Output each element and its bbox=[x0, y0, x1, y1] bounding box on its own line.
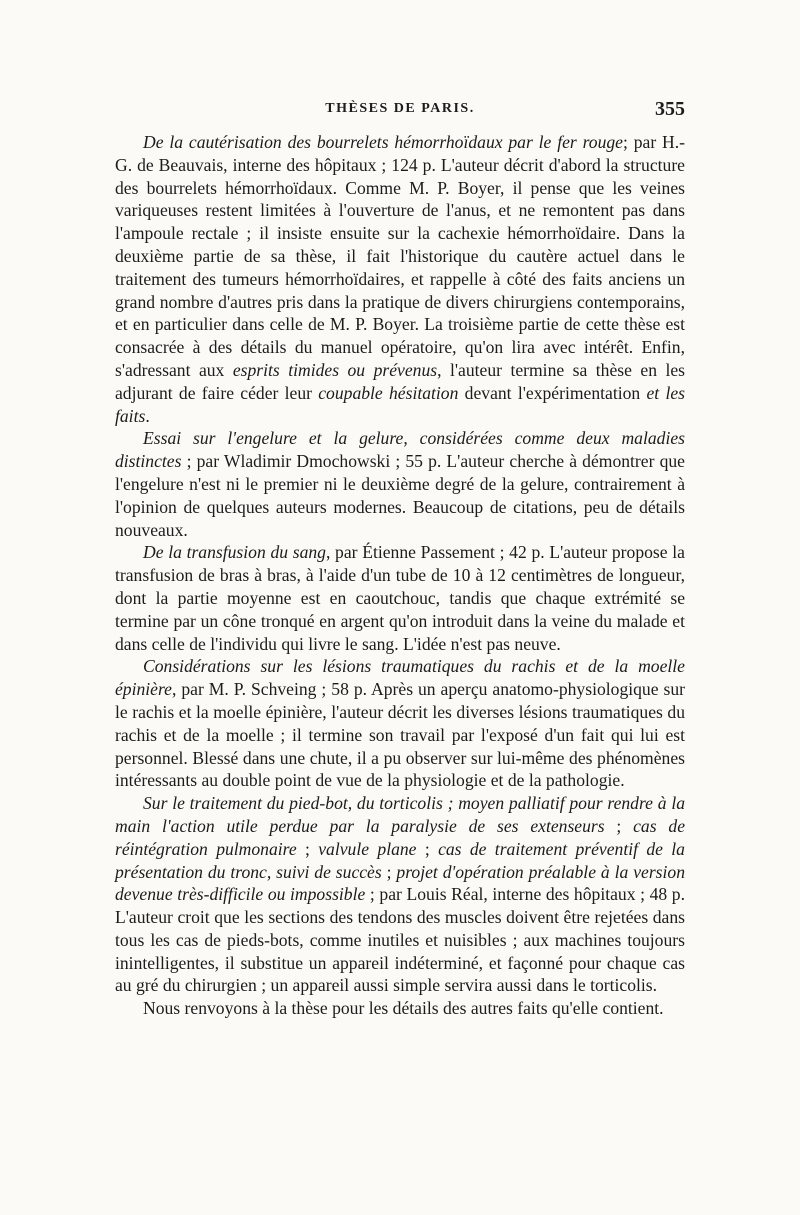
entry-text: Nous renvoyons à la thèse pour les détails des autres faits qu'elle contient. bbox=[143, 998, 664, 1019]
entry-title-text: Essai sur l'engelure et la gelure, considérées comme deux maladies distinctes bbox=[115, 428, 685, 472]
thesis-entry bbox=[115, 997, 685, 1020]
body-text bbox=[115, 131, 685, 1020]
entry-text: , par Étienne Passement ; 42 p. L'auteur propose la transfusion de bras à bras, à l'aide d'un tube de 10 à 12 centimètres de longueur, dont la partie moyenne est en caoutchouc, tandis que chaque extrémité se termine par un cône tronqué en argent qu'on introduit dans la veine du malade et dans celle de l'individu qui livre le sang. L'idée n'est pas neuve. bbox=[115, 542, 685, 654]
entry-text: ; par Louis Réal, interne des hôpitaux ; 48 p. L'auteur croit que les sections des tendons des muscles doivent être rejetées dans tous les cas de pieds-bots, comme inutiles et nuisibles ; aux machines toujours inintelligentes, il substitue un appareil indéterminé, et façonné pour chaque cas au gré du chirurgien ; un appareil aussi simple servira aussi dans le torticolis. bbox=[115, 884, 686, 996]
entry-text: ; bbox=[416, 838, 439, 859]
page-number: 355 bbox=[655, 98, 685, 120]
entry-title-text: Sur le traitement du pied-bot, du torticolis ; moyen palliatif pour rendre à la main l'action utile perdue par la paralysie de ses extenseurs bbox=[115, 793, 685, 836]
entry-text: , par M. P. Schveing ; 58 p. Après un aperçu anatomo-physiologique sur le rachis et la moelle épinière, l'auteur décrit les diverses lésions traumatiques du rachis et de la moelle ; il termine son travail par l'exposé d'un fait qui lui est personnel. Blessé dans une chute, il a pu observer sur lui-même des phénomènes intéressants au double point de vue de la physiologie et de la pathologie. bbox=[115, 679, 685, 791]
entry-title-text: esprits timides ou prévenus bbox=[232, 359, 438, 380]
thesis-entry bbox=[115, 427, 685, 541]
entry-title-text: cas de réintégration pulmonaire bbox=[115, 815, 685, 859]
thesis-entry bbox=[115, 792, 685, 997]
entry-title-text: cas de traitement préventif de la présentation du tronc, suivi de succès bbox=[115, 838, 685, 882]
entry-title-text: et les faits bbox=[115, 382, 685, 426]
thesis-entry bbox=[115, 541, 685, 655]
thesis-entry bbox=[115, 655, 685, 792]
entry-text: devant l'expérimentation bbox=[458, 382, 647, 403]
entry-text: ; par Wladimir Dmochowski ; 55 p. L'auteur cherche à démontrer que l'engelure n'est ni le premier ni le deuxième degré de la gelure, contrairement à l'opinion de quelques auteurs modernes. Beaucoup de citations, peu de détails nouveaux. bbox=[115, 451, 685, 540]
entry-title-text: coupable hésitation bbox=[318, 382, 459, 403]
entry-title-text: Considérations sur les lésions traumatiques du rachis et de la moelle épinière bbox=[115, 656, 685, 700]
entry-text: ; bbox=[296, 838, 319, 859]
entry-title-text: De la transfusion du sang bbox=[143, 542, 326, 563]
entry-text: . bbox=[145, 405, 150, 426]
thesis-entry bbox=[115, 131, 685, 427]
running-title: THÈSES DE PARIS. bbox=[325, 101, 475, 116]
entry-text: ; par H.-G. de Beauvais, interne des hôpitaux ; 124 p. L'auteur décrit d'abord la structure des bourrelets hémorrhoïdaux. Comme M. P. Boyer, il pense que les veines variqueuses restent limitées à l'ouverture de l'anus, et ne remontent pas dans l'ampoule rectale ; il insiste ensuite sur la cachexie hémorrhoïdaire. Dans la deuxième partie de sa thèse, il fait l'historique du cautère actuel dans le traitement des tumeurs hémorrhoïdaires, et rappelle à côté des faits anciens un grand nombre d'autres pris dans la pratique de divers chirurgiens contemporains, et en particulier dans celle de M. P. Boyer. La troisième partie de cette thèse est consacrée à des détails du manuel opératoire, qu'on lira avec intérêt. Enfin, s'adressant aux bbox=[115, 132, 685, 380]
entry-text: ; bbox=[604, 815, 634, 836]
page-header bbox=[115, 98, 685, 127]
entry-title-text: valvule plane bbox=[318, 838, 417, 859]
entry-title-text: De la cautérisation des bourrelets hémorrhoïdaux par le fer rouge bbox=[143, 132, 623, 152]
entry-text: ; bbox=[381, 861, 397, 882]
entry-title-text: projet d'opération préalable à la version devenue très-difficile ou impossible bbox=[115, 861, 685, 905]
entry-text: , l'auteur termine sa thèse en les adjurant de faire céder leur bbox=[115, 359, 686, 403]
